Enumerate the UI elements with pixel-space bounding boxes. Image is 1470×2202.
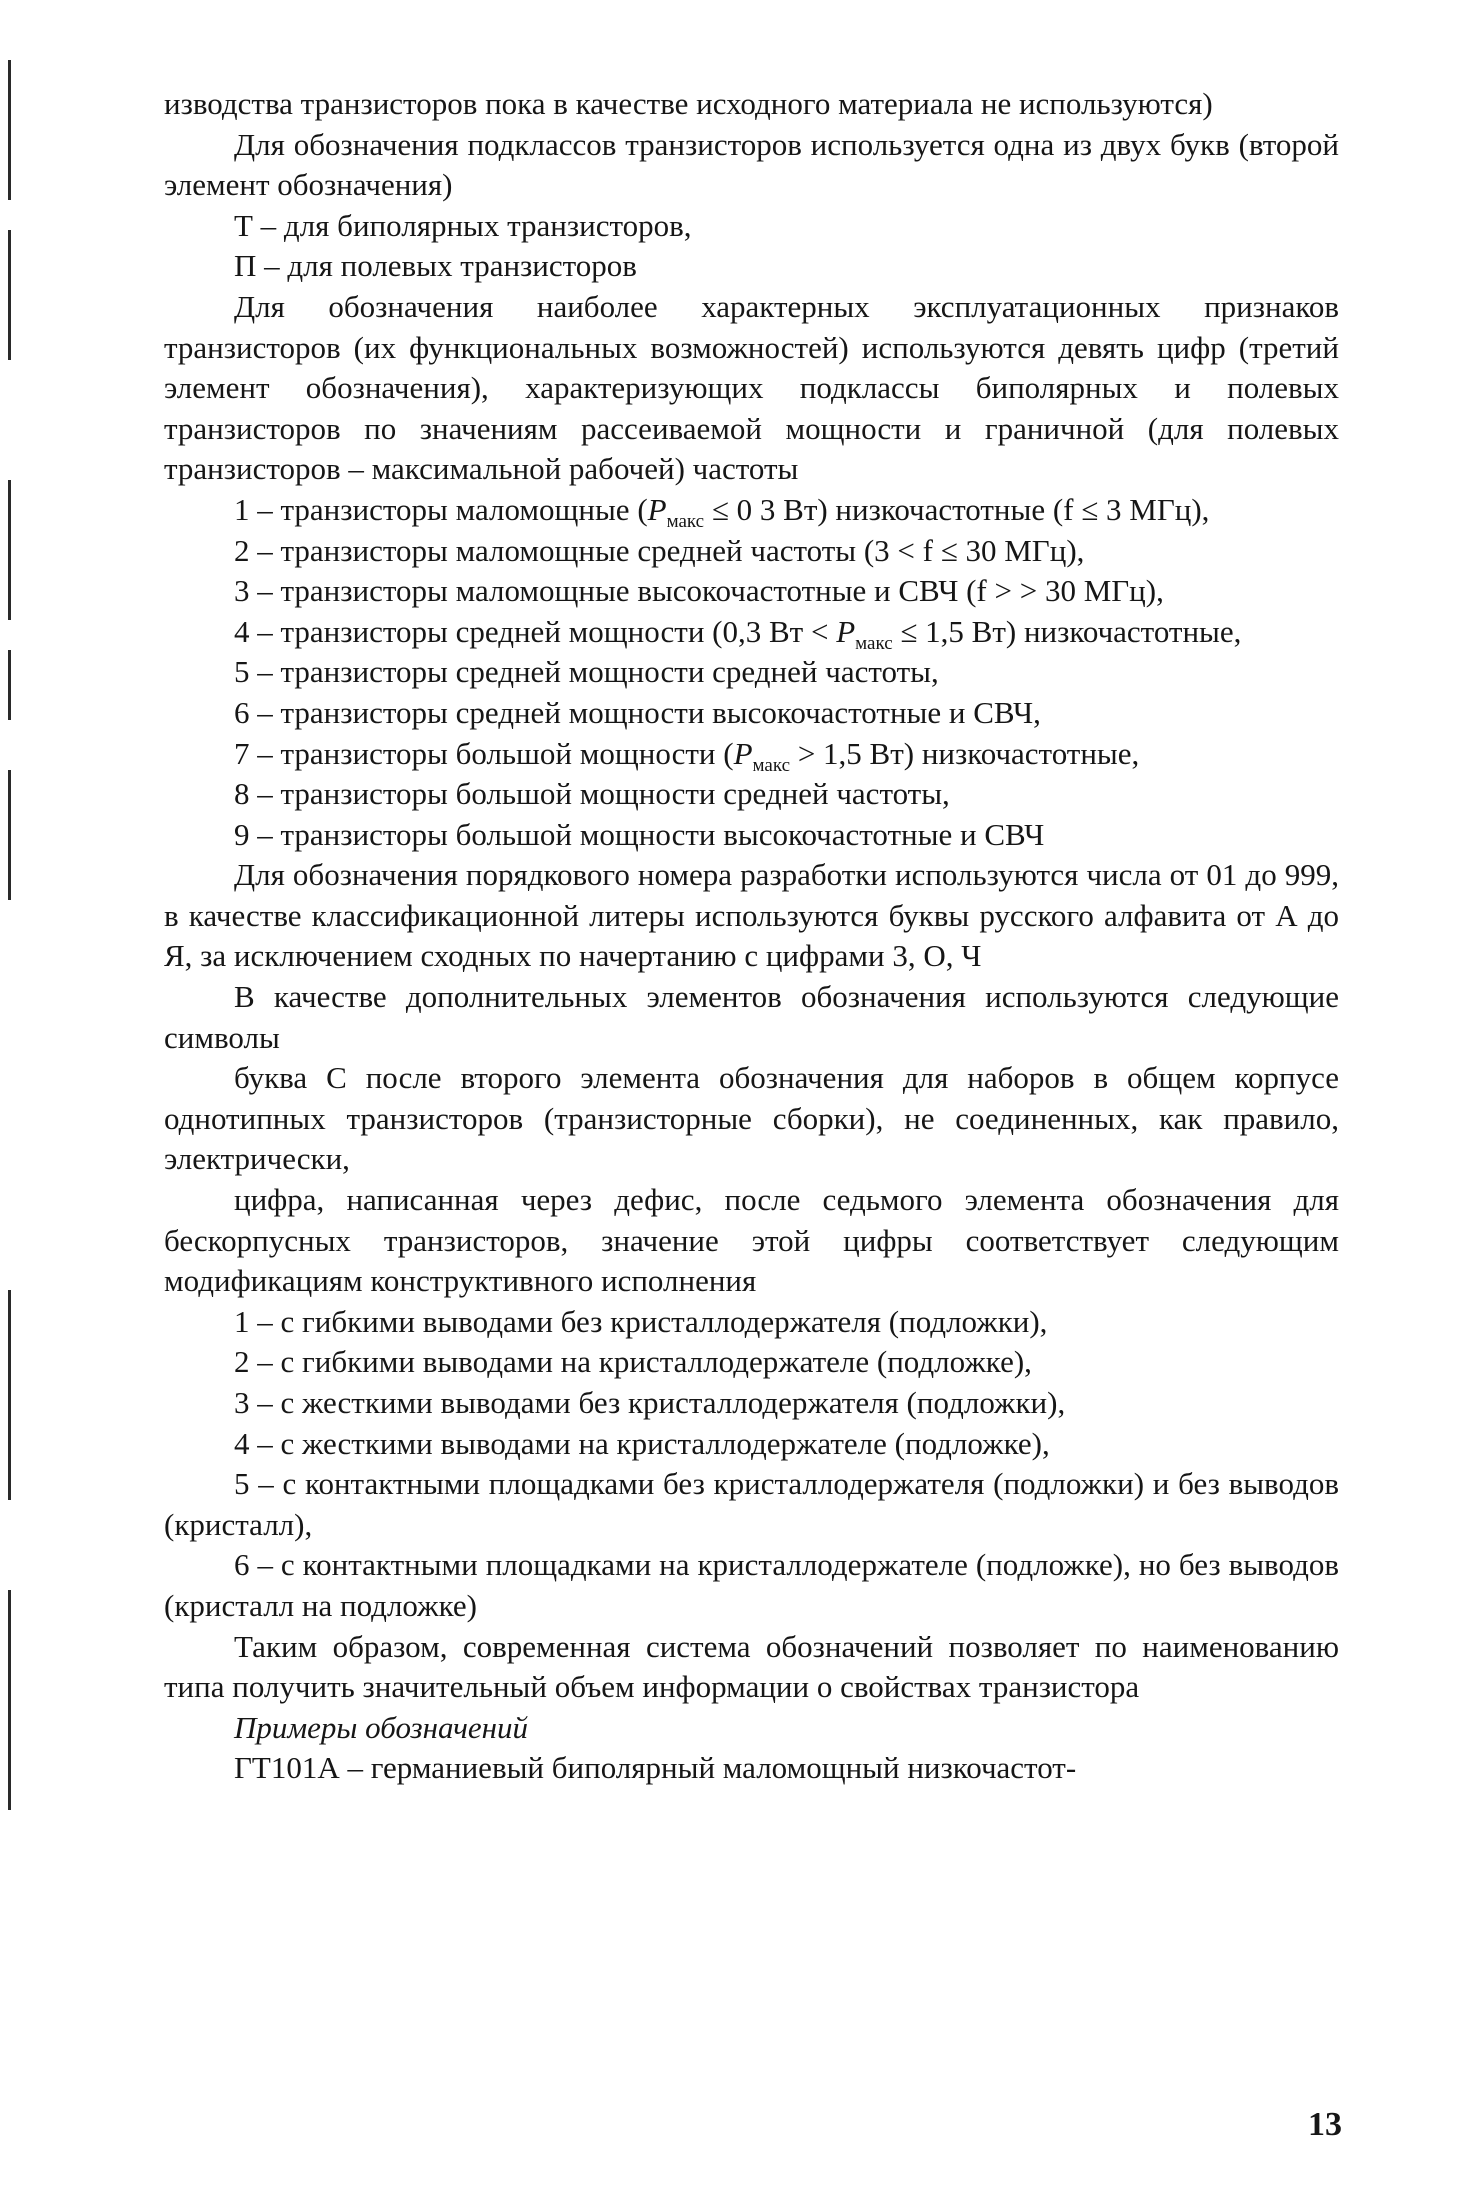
text-run: 4 – транзисторы средней мощности (0,3 Вт < xyxy=(234,613,837,649)
list-item: Т – для биполярных транзисторов, xyxy=(234,207,692,243)
list-item: 4 – с жесткими выводами на кристаллодержателе (подложке), xyxy=(234,1425,1050,1461)
paragraph: Для обозначения наиболее характерных эксплуатационных признаков транзисторов (их функциональных возможностей) используются девять цифр (третий элемент обозначения), характеризующих подклассы биполярных и полевых транзисторов по значениям рассеиваемой мощности и граничной (для полевых транзисторов – максимальной рабочей) частоты xyxy=(164,288,1339,487)
scan-edge-rule xyxy=(8,1290,11,1500)
text-run: ≤ 1,5 Вт) низкочастотные, xyxy=(900,613,1242,649)
paragraph: буква С после второго элемента обозначения для наборов в общем корпусе однотипных транзисторов (транзисторные сборки), не соединенных, как правило, электрически, xyxy=(164,1060,1339,1177)
list-item xyxy=(164,490,1339,531)
scan-edge-rule xyxy=(8,60,11,200)
list-item: 1 – с гибкими выводами без кристаллодержателя (подложки), xyxy=(234,1303,1048,1339)
subscript-max: макс xyxy=(666,511,705,533)
paragraph: цифра, написанная через дефис, после седьмого элемента обозначения для бескорпусных транзисторов, значение этой цифры соответствует следующим модификациям конструктивного исполнения xyxy=(164,1182,1339,1299)
subscript-max: макс xyxy=(752,754,791,776)
scan-edge-rule xyxy=(8,230,11,360)
paragraph: Для обозначения порядкового номера разработки используются числа от 01 до 999, в качестве классификационной литеры используются буквы русского алфавита от А до Я, за исключением сходных по начертанию с цифрами 3, О, Ч xyxy=(164,857,1339,974)
main-text xyxy=(164,84,1339,1789)
section-heading: Примеры обозначений xyxy=(234,1709,529,1745)
list-item: 3 – с жесткими выводами без кристаллодержателя (подложки), xyxy=(234,1385,1066,1420)
list-item xyxy=(164,734,1339,775)
symbol-p: P xyxy=(647,491,667,527)
text-run: 1 – транзисторы маломощные ( xyxy=(234,491,648,527)
scan-edge-rule xyxy=(8,650,11,720)
text-run: 7 – транзисторы большой мощности ( xyxy=(234,735,734,771)
symbol-p: P xyxy=(733,735,753,771)
list-item: 3 – транзисторы маломощные высокочастотные и СВЧ (f > > 30 МГц), xyxy=(234,573,1164,609)
paragraph: В качестве дополнительных элементов обозначения используются следующие символы xyxy=(164,979,1339,1055)
list-item: 6 – транзисторы средней мощности высокочастотные и СВЧ, xyxy=(234,694,1041,730)
list-item: П – для полевых транзисторов xyxy=(234,248,637,284)
list-item: 5 – транзисторы средней мощности средней частоты, xyxy=(234,654,939,690)
paragraph: изводства транзисторов пока в качестве исходного материала не используются) xyxy=(164,86,1213,121)
scan-edge-rule xyxy=(8,770,11,900)
symbol-p: P xyxy=(836,613,856,649)
list-item: 6 – с контактными площадками на кристаллодержателе (подложке), но без выводов (кристалл на подложке) xyxy=(164,1547,1339,1623)
list-item: 2 – с гибкими выводами на кристаллодержателе (подложке), xyxy=(234,1344,1032,1380)
scan-edge-rule xyxy=(8,480,11,620)
page-number: 13 xyxy=(1308,2106,1342,2143)
list-item: 5 – с контактными площадками без кристаллодержателя (подложки) и без выводов (кристалл), xyxy=(164,1466,1339,1542)
paragraph: ГТ101А – германиевый биполярный маломощный низкочастот- xyxy=(234,1750,1077,1786)
list-item: 8 – транзисторы большой мощности средней частоты, xyxy=(234,776,950,812)
list-item xyxy=(164,612,1339,653)
scan-edge-rule xyxy=(8,1590,11,1810)
text-run: ≤ 0 3 Вт) низкочастотные (f ≤ 3 МГц), xyxy=(711,491,1210,527)
subscript-max: макс xyxy=(855,632,893,654)
paragraph: Для обозначения подклассов транзисторов используется одна из двух букв (второй элемент обозначения) xyxy=(164,126,1339,203)
text-run: > 1,5 Вт) низкочастотные, xyxy=(797,735,1140,771)
list-item: 2 – транзисторы маломощные средней частоты (3 < f ≤ 30 МГц), xyxy=(234,532,1085,568)
list-item: 9 – транзисторы большой мощности высокочастотные и СВЧ xyxy=(234,816,1045,852)
paragraph: Таким образом, современная система обозначений позволяет по наименованию типа получить значительный объем информации о свойствах транзистора xyxy=(164,1628,1339,1705)
